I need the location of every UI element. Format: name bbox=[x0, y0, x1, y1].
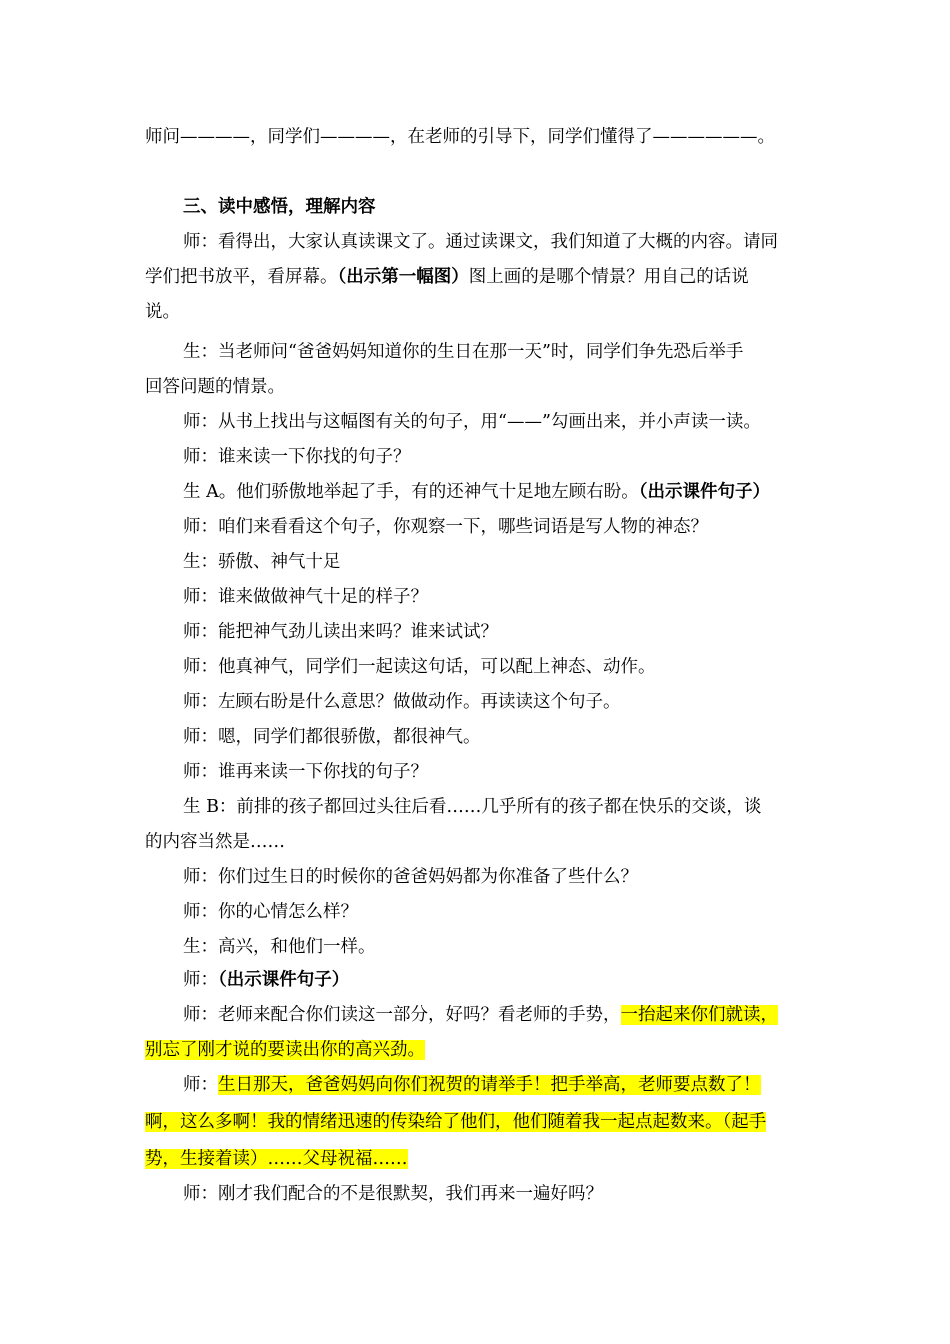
paragraph-line: 说。 bbox=[145, 302, 180, 322]
paragraph-line bbox=[145, 1110, 766, 1134]
paragraph-line: 师：谁来读一下你找的句子？ bbox=[183, 447, 411, 467]
paragraph-line: 的内容当然是…… bbox=[145, 832, 285, 852]
paragraph-line: 师：谁再来读一下你找的句子？ bbox=[183, 762, 428, 782]
highlighted-text: 一抬起来你们就读， bbox=[620, 1005, 778, 1025]
paragraph-line bbox=[145, 265, 749, 289]
paragraph-line: 师：咱们来看看这个句子，你观察一下，哪些词语是写人物的神态？ bbox=[183, 517, 708, 537]
paragraph-line: 师：刚才我们配合的不是很默契，我们再来一遍好吗？ bbox=[183, 1184, 603, 1204]
paragraph-line: 回答问题的情景。 bbox=[145, 377, 285, 397]
bold-text-run: （出示第一幅图） bbox=[337, 267, 469, 287]
paragraph-line bbox=[183, 480, 770, 504]
paragraph-line: 生：高兴，和他们一样。 bbox=[183, 937, 376, 957]
highlighted-text: 势，生接着读）……父母祝福…… bbox=[145, 1149, 408, 1169]
paragraph-line bbox=[183, 968, 349, 992]
paragraph-line: 师：看得出，大家认真读课文了。通过读课文，我们知道了大概的内容。请同 bbox=[183, 232, 778, 252]
paragraph-line bbox=[183, 1073, 761, 1097]
paragraph-line: 师：他真神气，同学们一起读这句话，可以配上神态、动作。 bbox=[183, 657, 656, 677]
paragraph-line: 师：能把神气劲儿读出来吗？谁来试试？ bbox=[183, 622, 498, 642]
paragraph-line: 生：当老师问“爸爸妈妈知道你的生日在那一天”时，同学们争先恐后举手 bbox=[183, 342, 744, 362]
text-run: 师： bbox=[183, 970, 218, 990]
text-run: 师：老师来配合你们读这一部分，好吗？看老师的手势， bbox=[183, 1005, 621, 1025]
paragraph-line: 生 B：前排的孩子都回过头往后看……几乎所有的孩子都在快乐的交谈，谈 bbox=[183, 797, 762, 817]
section-heading: 三、读中感悟，理解内容 bbox=[183, 197, 376, 217]
paragraph-line bbox=[183, 1003, 778, 1027]
paragraph-line: 师问————，同学们————，在老师的引导下，同学们懂得了——————。 bbox=[145, 127, 775, 147]
highlighted-text: 别忘了刚才说的要读出你的高兴劲。 bbox=[145, 1040, 425, 1060]
paragraph-line: 师：你的心情怎么样？ bbox=[183, 902, 358, 922]
paragraph-line: 师：谁来做做神气十足的样子？ bbox=[183, 587, 428, 607]
highlighted-text: 啊，这么多啊！我的情绪迅速的传染给了他们，他们随着我一起点起数来。（起手 bbox=[145, 1112, 767, 1132]
paragraph-line bbox=[145, 1147, 408, 1171]
highlighted-text: 生日那天，爸爸妈妈向你们祝贺的请举手！把手举高，老师要点数了！ bbox=[218, 1075, 761, 1095]
bold-text-run: （出示课件句子） bbox=[218, 970, 350, 990]
bold-text-run: （出示课件句子） bbox=[638, 482, 770, 502]
paragraph-line: 师：嗯，同学们都很骄傲，都很神气。 bbox=[183, 727, 481, 747]
paragraph-line: 师：从书上找出与这幅图有关的句子，用“——”勾画出来，并小声读一读。 bbox=[183, 412, 761, 432]
paragraph-line: 生：骄傲、神气十足 bbox=[183, 552, 341, 572]
text-run: 师： bbox=[183, 1075, 218, 1095]
paragraph-line bbox=[145, 1038, 425, 1062]
text-run: 学们把书放平，看屏幕。 bbox=[145, 267, 338, 287]
paragraph-line: 师：左顾右盼是什么意思？做做动作。再读读这个句子。 bbox=[183, 692, 621, 712]
paragraph-line: 师：你们过生日的时候你的爸爸妈妈都为你准备了些什么？ bbox=[183, 867, 638, 887]
text-run: 生 A。他们骄傲地举起了手，有的还神气十足地左顾右盼。 bbox=[183, 482, 639, 502]
text-run: 图上画的是哪个情景？用自己的话说 bbox=[468, 267, 749, 287]
